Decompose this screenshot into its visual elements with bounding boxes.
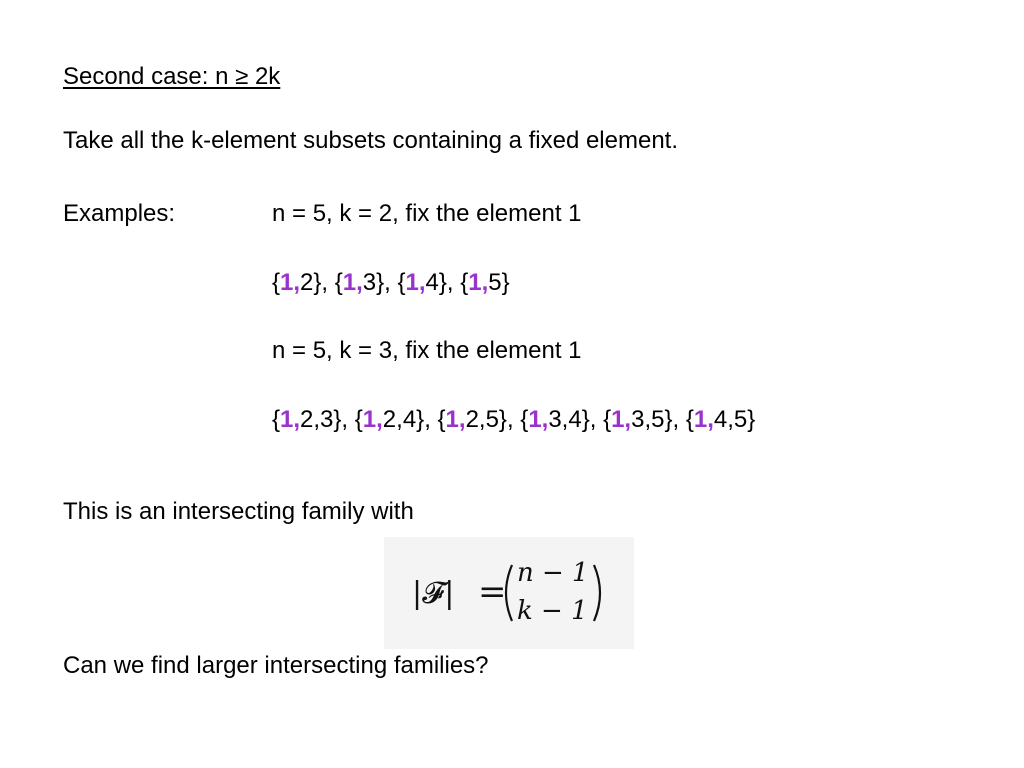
fixed-element: 1, <box>445 406 466 433</box>
fixed-element: 1, <box>468 269 489 296</box>
subset: {1,3} <box>334 269 385 296</box>
left-paren <box>506 565 512 621</box>
closing-question: Can we find larger intersecting families? <box>63 652 489 679</box>
fixed-element: 1, <box>280 406 301 433</box>
subset: {1,2,3} <box>272 406 342 433</box>
formula-image <box>384 537 634 649</box>
fixed-element: 1, <box>362 406 383 433</box>
subset: {1,3,4} <box>520 406 590 433</box>
fixed-element: 1, <box>280 269 301 296</box>
fixed-element: 1, <box>611 406 632 433</box>
binom-top: n − 1 <box>517 558 589 588</box>
fixed-element: 1, <box>405 269 426 296</box>
formula-lhs: |𝓕| <box>412 576 455 611</box>
examples-label: Examples: <box>63 200 176 227</box>
example2-params: n = 5, k = 3, fix the element 1 <box>272 337 582 364</box>
fixed-element: 1, <box>528 406 549 433</box>
subset: {1,2} <box>272 269 322 296</box>
example1-sets: {1,2}, {1,3}, {1,4}, {1,5} <box>272 269 510 296</box>
subset: {1,5} <box>460 269 510 296</box>
subset: {1,3,5} <box>603 406 673 433</box>
slide-title: Second case: n ≥ 2k <box>63 63 281 90</box>
subset: {1,4} <box>397 269 447 296</box>
subset: {1,2,5} <box>437 406 507 433</box>
subset: {1,2,4} <box>354 406 425 433</box>
intro-text: Take all the k-element subsets containing a fixed element. <box>63 127 679 154</box>
binom-bottom: k − 1 <box>517 596 588 626</box>
example2-sets: {1,2,3}, {1,2,4}, {1,2,5}, {1,3,4}, {1,3,5}, {1,4,5} <box>272 406 756 433</box>
conclusion-text: This is an intersecting family with <box>63 498 414 525</box>
binomial-formula <box>384 537 634 649</box>
example1-params: n = 5, k = 2, fix the element 1 <box>272 200 582 227</box>
formula-equals: = <box>478 572 507 612</box>
subset: {1,4,5} <box>685 406 756 433</box>
fixed-element: 1, <box>693 406 714 433</box>
fixed-element: 1, <box>342 269 363 296</box>
right-paren <box>594 565 600 621</box>
